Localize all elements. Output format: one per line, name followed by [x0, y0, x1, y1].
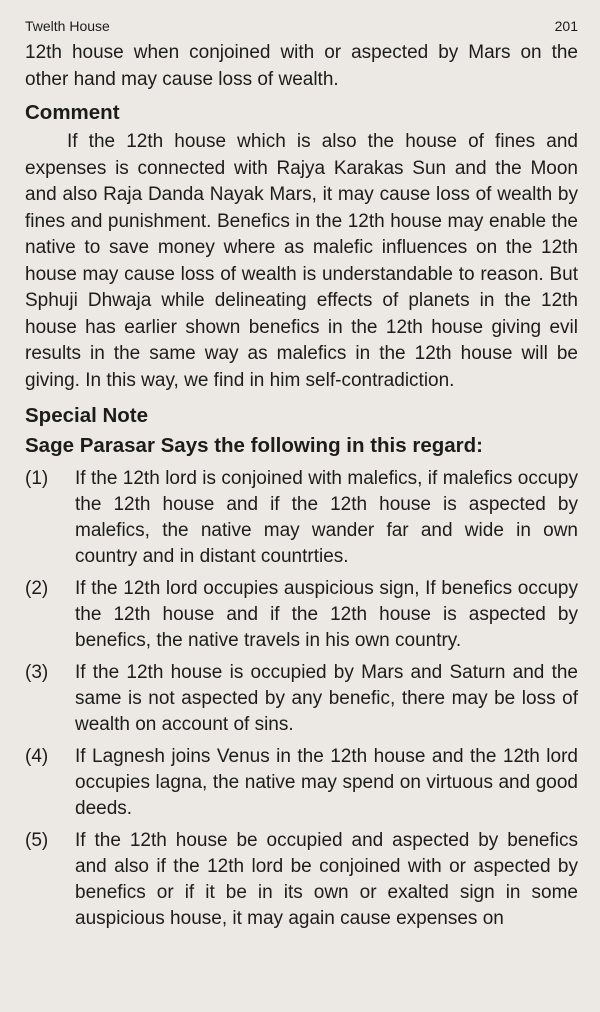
list-item-text: If the 12th lord is conjoined with malefics, if malefics occupy the 12th house and if the 12th house is aspected by malefics, the native may wander far and wide in own country and in distant countrties. [75, 468, 578, 567]
running-head [25, 18, 578, 34]
list-item-text: If the 12th house is occupied by Mars and Saturn and the same is not aspected by any benefic, there may be loss of wealth on account of sins. [75, 662, 578, 735]
list-item [25, 744, 578, 822]
list-item-number: (1) [25, 468, 49, 489]
page-number: 201 [554, 18, 578, 34]
list-item-text: If Lagnesh joins Venus in the 12th house and the 12th lord occupies lagna, the native may spend on virtuous and good deeds. [75, 746, 578, 819]
list-item-text: If the 12th lord occupies auspicious sign, If benefics occupy the 12th house and if the 12th house is aspected by benefics, the native travels in his own country. [75, 578, 578, 651]
list-item-number: (5) [25, 830, 49, 851]
list-item-text: If the 12th house be occupied and aspected by benefics and also if the 12th lord be conjoined with or aspected by benefics or if it be in its own or exalted sign in some auspicious house, it may again cause expenses on [75, 830, 578, 929]
list-item [25, 576, 578, 654]
chapter-title: Twelth House [25, 18, 110, 34]
list-item [25, 466, 578, 570]
sage-parasar-subheading: Sage Parasar Says the following in this regard: [25, 434, 483, 457]
list-item-number: (2) [25, 578, 49, 599]
list-item-number: (3) [25, 662, 49, 683]
comment-heading: Comment [25, 101, 120, 124]
intro-paragraph: 12th house when conjoined with or aspected by Mars on the other hand may cause loss of wealth. [25, 42, 578, 90]
special-note-list [25, 466, 578, 932]
list-item [25, 828, 578, 932]
list-item [25, 660, 578, 738]
list-item-number: (4) [25, 746, 49, 767]
comment-paragraph: If the 12th house which is also the house of fines and expenses is connected with Rajya Karakas Sun and the Moon and also Raja Danda Nayak Mars, it may cause loss of wealth by fines and punishment. Benefics in the 12th house may enable the native to save money where as malefic influences on the 12th house may cause loss of wealth is understandable to reason. But Sphuji Dhwaja while delineating effects of planets in the 12th house has earlier shown benefics in the 12th house giving evil results in the same way as malefics in the 12th house will be giving. In this way, we find in him self-contradiction. [25, 131, 578, 391]
special-note-heading: Special Note [25, 404, 149, 427]
